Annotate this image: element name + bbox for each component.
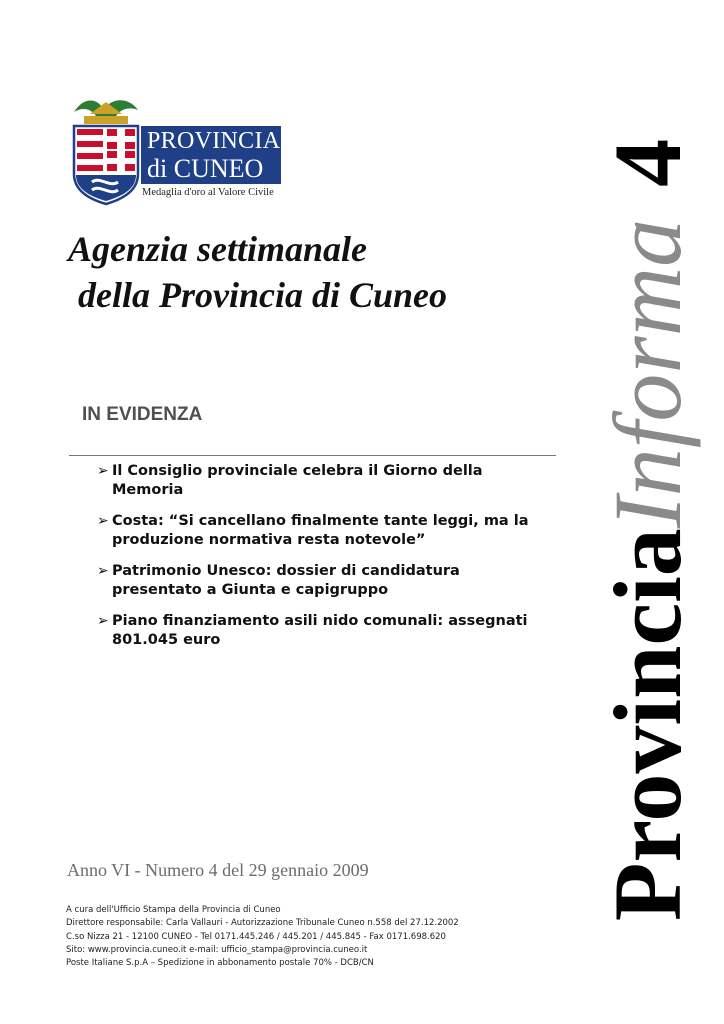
list-item [97, 612, 537, 650]
logo-motto: Medaglia d'oro al Valore Civile [142, 187, 274, 198]
divider [69, 455, 556, 456]
masthead-vertical [594, 138, 701, 922]
list-item [97, 512, 537, 550]
news-text: Piano finanziamento asili nido comunali: assegnati 801.045 euro [112, 613, 528, 648]
masthead-part1: Provincia [594, 528, 701, 922]
section-label: IN EVIDENZA [82, 404, 203, 425]
footer-colophon [66, 904, 459, 970]
news-text: Patrimonio Unesco: dossier di candidatura presentato a Giunta e capigruppo [112, 563, 460, 598]
footer-line: Poste Italiane S.p.A – Spedizione in abbonamento postale 70% - DCB/CN [66, 958, 374, 969]
news-text: Costa: “Si cancellano finalmente tante leggi, ma la produzione normativa resta notevole” [112, 513, 529, 548]
news-list [97, 462, 537, 662]
footer-line: A cura dell'Ufficio Stampa della Provincia di Cuneo [66, 905, 281, 915]
arrow-bullet-icon: ➢ [97, 513, 109, 529]
footer-line: Direttore responsabile: Carla Vallauri - Autorizzazione Tribunale Cuneo n.558 del 27.12.2002 [66, 918, 459, 929]
page-title [68, 226, 447, 318]
issue-line: Anno VI - Numero 4 del 29 gennaio 2009 [67, 860, 369, 880]
arrow-bullet-icon: ➢ [97, 613, 109, 629]
coat-of-arms-icon [70, 96, 142, 206]
news-text: Il Consiglio provinciale celebra il Giorno della Memoria [112, 463, 483, 498]
title-line1: Agenzia settimanale [68, 229, 368, 269]
logo-wordmark [141, 126, 281, 184]
arrow-bullet-icon: ➢ [97, 563, 109, 579]
provincia-logo [70, 96, 285, 206]
arrow-bullet-icon: ➢ [97, 463, 109, 479]
logo-name-line2: di CUNEO [147, 154, 264, 183]
list-item [97, 462, 537, 500]
footer-line: C.so Nizza 21 - 12100 CUNEO - Tel 0171.445.246 / 445.201 / 445.845 - Fax 0171.698.620 [66, 931, 446, 942]
footer-line: Sito: www.provincia.cuneo.it e-mail: ufficio_stampa@provincia.cuneo.it [66, 944, 368, 955]
title-line2: della Provincia di Cuneo [78, 275, 447, 315]
list-item [97, 562, 537, 600]
logo-name-line1: PROVINCIA [147, 128, 281, 154]
masthead-number: 4 [594, 138, 701, 187]
masthead-part2: Informa [594, 218, 701, 529]
